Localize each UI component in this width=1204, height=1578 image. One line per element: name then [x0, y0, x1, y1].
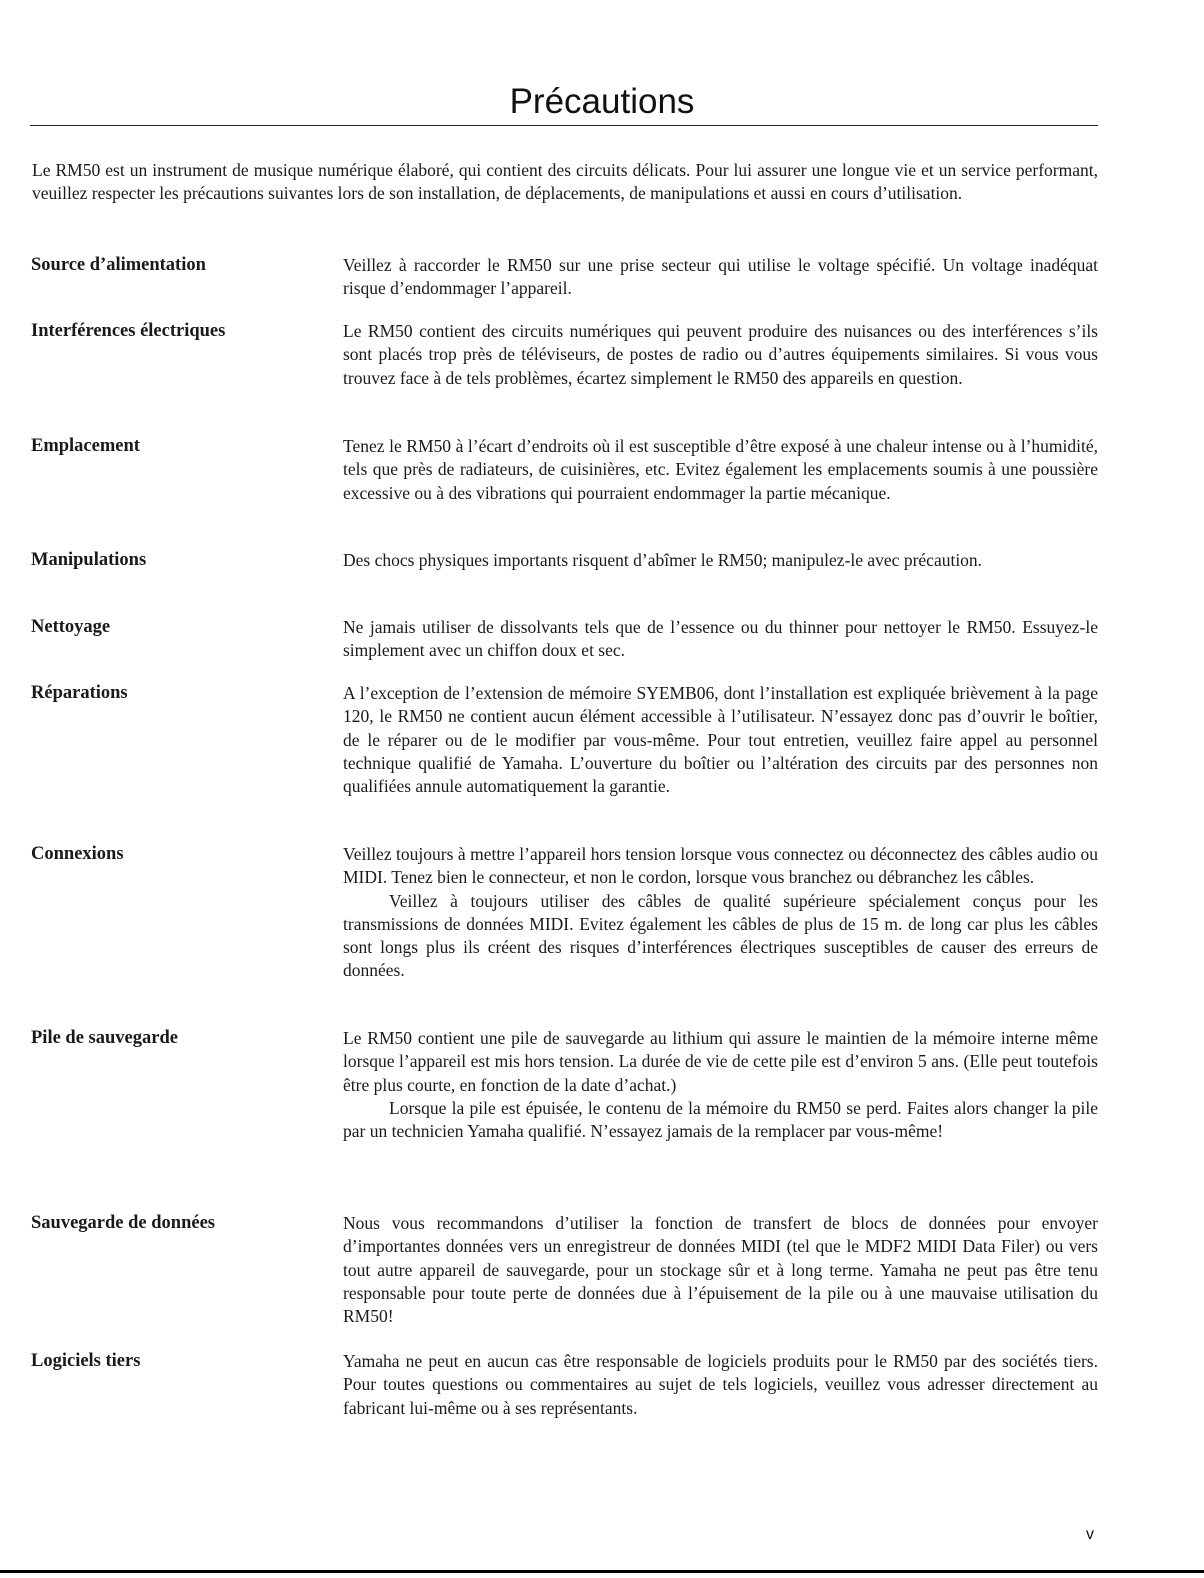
section-text	[343, 1212, 1098, 1328]
section-text	[343, 254, 1098, 301]
bottom-rule	[0, 1570, 1204, 1573]
section-paragraph: Yamaha ne peut en aucun cas être responsable de logiciels produits pour le RM50 par des sociétés tiers. Pour toutes questions ou commentaires au sujet de tels logiciels, veuillez vous adresser directement au fabricant lui-même ou à ses représentants.	[343, 1351, 1098, 1418]
section-text	[343, 320, 1098, 390]
intro-paragraph: Le RM50 est un instrument de musique numérique élaboré, qui contient des circuits délicats. Pour lui assurer une longue vie et un service performant, veuillez respecter les précautions suivantes lors de son installation, de déplacements, de manipulations et aussi en cours d’utilisation.	[32, 160, 1098, 203]
section-paragraph: Veillez à toujours utiliser des câbles de qualité supérieure spécialement conçus pour les transmissions de données MIDI. Evitez également les câbles de plus de 15 m. de long car plus les câbles sont longs plus ils créent des risques d’interférences électriques susceptibles de causer des erreurs de données.	[343, 890, 1098, 981]
section-text	[343, 843, 1098, 983]
section-text	[343, 435, 1098, 505]
section-paragraph: Le RM50 contient des circuits numériques qui peuvent produire des nuisances ou des interférences s’ils sont placés trop près de téléviseurs, de postes de radio ou d’autres équipements similaires. Si vous vous trouvez face à de tels problèmes, écartez simplement le RM50 des appareils en question.	[343, 321, 1098, 388]
section-paragraph: A l’exception de l’extension de mémoire SYEMB06, dont l’installation est expliquée brièvement à la page 120, le RM50 ne contient aucun élément accessible à l’utilisateur. N’essayez donc pas d’ouvrir le boîtier, de le réparer ou de le modifier par vous-même. Pour tout entretien, veuillez faire appel au personnel technique qualifié de Yamaha. L’ouverture du boîtier ou l’altération des circuits par des personnes non qualifiées annule automatiquement la garantie.	[343, 683, 1098, 797]
title-rule	[30, 125, 1098, 126]
section-paragraph: Des chocs physiques importants risquent d’abîmer le RM50; manipulez-le avec précaution.	[343, 550, 983, 570]
section-label: Emplacement	[31, 436, 140, 456]
section-paragraph: Veillez à raccorder le RM50 sur une prise secteur qui utilise le voltage spécifié. Un voltage inadéquat risque d’endommager l’appareil.	[343, 255, 1098, 299]
section-text	[343, 682, 1098, 798]
page-title: Précautions	[509, 82, 695, 121]
section-paragraph: Ne jamais utiliser de dissolvants tels que de l’essence ou du thinner pour nettoyer le RM50. Essuyez-le simplement avec un chiffon doux et sec.	[343, 617, 1098, 661]
page-number: v	[1086, 1526, 1094, 1543]
section-label: Logiciels tiers	[31, 1351, 141, 1371]
section-label: Réparations	[31, 683, 128, 703]
section-text	[343, 616, 1098, 663]
section-text	[343, 549, 1098, 572]
section-label: Manipulations	[31, 550, 147, 570]
section-label: Source d’alimentation	[31, 255, 206, 275]
section-text	[343, 1350, 1098, 1420]
section-label: Connexions	[31, 844, 124, 864]
section-paragraph: Lorsque la pile est épuisée, le contenu de la mémoire du RM50 se perd. Faites alors changer la pile par un technicien Yamaha qualifié. N’essayez jamais de la remplacer par vous-même!	[343, 1097, 1098, 1142]
section-paragraph: Le RM50 contient une pile de sauvegarde au lithium qui assure le maintien de la mémoire interne même lorsque l’appareil est mis hors tension. La durée de vie de cette pile est d’environ 5 ans. (Elle peut toutefois être plus courte, en fonction de la date d’achat.)	[343, 1028, 1098, 1095]
section-paragraph: Nous vous recommandons d’utiliser la fonction de transfert de blocs de données pour envoyer d’importantes données vers un enregistreur de données MIDI (tel que le MDF2 MIDI Data Filer) ou vers tout autre appareil de sauvegarde, pour un stockage sûr et à long terme. Yamaha ne peut pas être tenu responsable pour toute perte de données due à l’épuisement de la pile ou à une mauvaise utilisation du RM50!	[343, 1213, 1098, 1327]
section-paragraph: Veillez toujours à mettre l’appareil hors tension lorsque vous connectez ou déconnectez des câbles audio ou MIDI. Tenez bien le connecteur, et non le cordon, lorsque vous branchez ou débranchez les câbles.	[343, 844, 1098, 888]
section-text	[343, 1027, 1098, 1143]
section-label: Interférences électriques	[31, 321, 226, 341]
section-label: Nettoyage	[31, 617, 111, 637]
section-paragraph: Tenez le RM50 à l’écart d’endroits où il est susceptible d’être exposé à une chaleur intense ou à l’humidité, tels que près de radiateurs, de cuisinières, etc. Evitez également les emplacements soumis à une poussière excessive ou à des vibrations qui pourraient endommager la partie mécanique.	[343, 436, 1098, 503]
section-label: Pile de sauvegarde	[31, 1028, 178, 1048]
section-label: Sauvegarde de données	[31, 1213, 215, 1233]
